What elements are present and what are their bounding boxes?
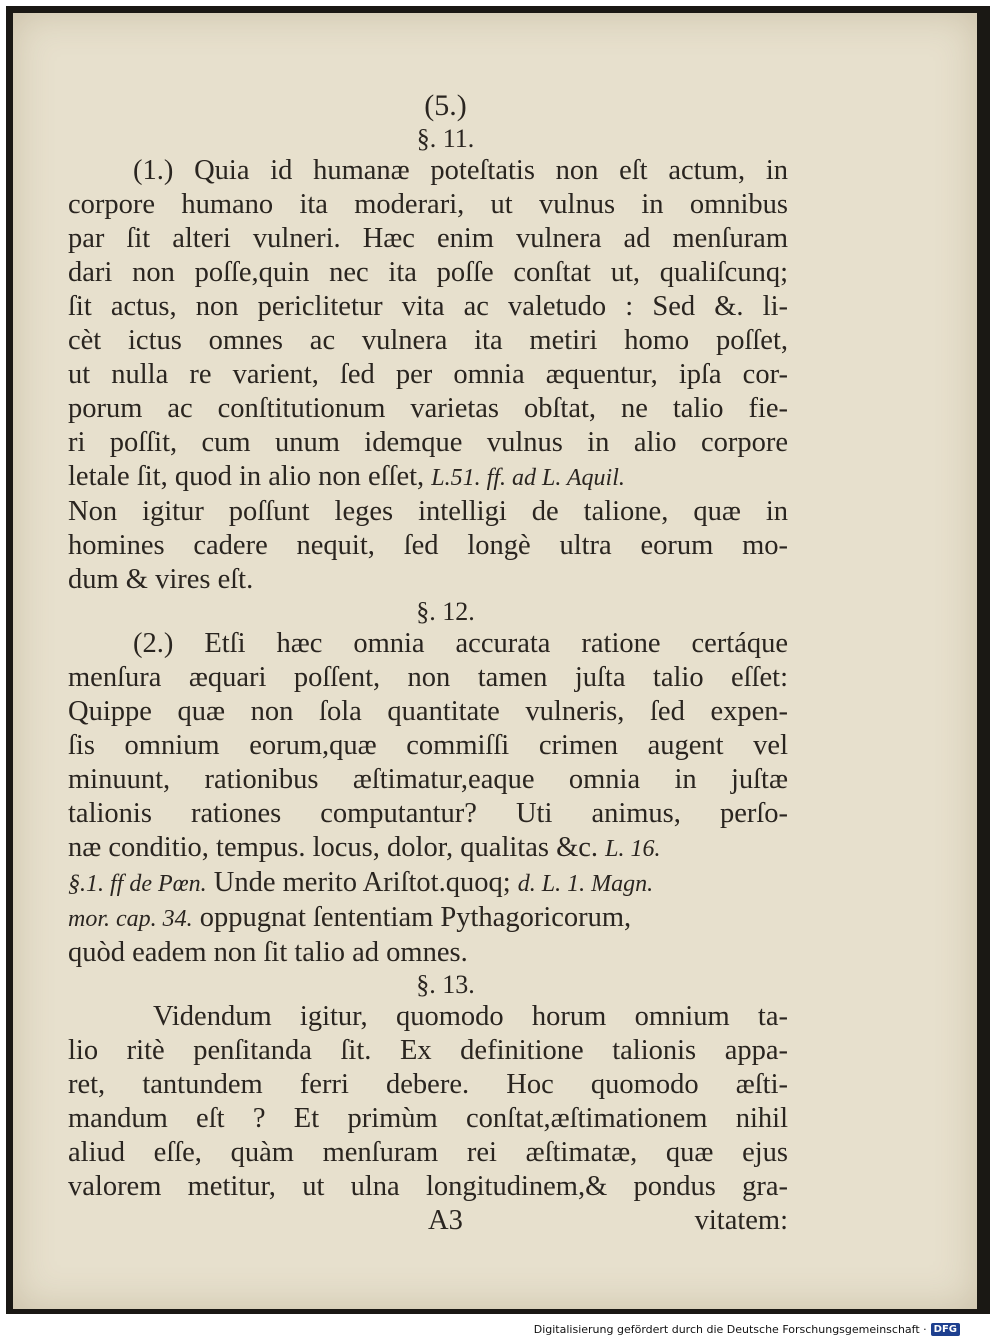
legal-citation: §.1. ff de Pœn. xyxy=(68,871,207,897)
text-fragment: letale ſit, quod in alio non eſſet, xyxy=(68,461,432,492)
text-line xyxy=(68,460,788,495)
text-line: ri poſſit, cum unum idemque vulnus in alio corpore xyxy=(68,427,788,458)
text-line: Videndum igitur, quomodo horum omnium ta- xyxy=(153,1001,788,1032)
text-line: dari non poſſe,quin nec ita poſſe conſtat ut, qualiſcunq; xyxy=(68,257,788,288)
signature-mark: A3 xyxy=(428,1205,463,1236)
legal-citation: L. 16. xyxy=(605,836,661,862)
text-line: mandum eſt ? Et primùm conſtat,æſtimationem nihil xyxy=(68,1103,788,1134)
section-heading: §. 12. xyxy=(416,597,475,626)
text-line xyxy=(68,866,788,901)
text-line: minuunt, rationibus æſtimatur,eaque omnia in juſtæ xyxy=(68,764,788,795)
text-line: homines cadere nequit, ſed longè ultra eorum mo- xyxy=(68,530,788,561)
text-line xyxy=(68,901,788,936)
text-line: ſis omnium eorum,quæ commiſſi crimen augent vel xyxy=(68,730,788,761)
text-line: cèt ictus omnes ac vulnera ita metiri homo poſſet, xyxy=(68,325,788,356)
text-fragment: Unde merito Ariſtot.quoq; xyxy=(206,867,518,898)
text-line: dum & vires eſt. xyxy=(68,564,254,595)
page-foot xyxy=(68,1204,788,1238)
text-line: par ſit alteri vulneri. Hæc enim vulnera ad menſuram xyxy=(68,223,788,254)
book-page xyxy=(13,13,977,1309)
text-line: ut nulla re varient, ſed per omnia æquentur, ipſa cor- xyxy=(68,359,788,390)
text-line: lio ritè penſitanda ſit. Ex definitione talionis appa- xyxy=(68,1035,788,1066)
text-fragment: oppugnat ſententiam Pythagoricorum, xyxy=(192,902,632,933)
text-line: Non igitur poſſunt leges intelligi de talione, quæ in xyxy=(68,496,788,527)
text-line: valorem metitur, ut ulna longitudinem,& pondus gra- xyxy=(68,1171,788,1202)
page-text xyxy=(68,88,788,1238)
text-line xyxy=(68,831,788,866)
catchword: vitatem: xyxy=(694,1205,788,1236)
legal-citation: d. L. 1. Magn. xyxy=(517,871,654,897)
section-heading: §. 11. xyxy=(416,124,475,153)
legal-citation: L.51. ff. ad L. Aquil. xyxy=(431,465,625,491)
legal-citation: mor. cap. 34. xyxy=(68,906,193,932)
text-line: quòd eadem non ſit talio ad omnes. xyxy=(68,937,468,968)
text-line: menſura æquari poſſent, non tamen juſta talio eſſet: xyxy=(68,662,788,693)
digitization-credit xyxy=(534,1323,960,1336)
credit-text: Digitalisierung gefördert durch die Deutsche Forschungsgemeinschaft · xyxy=(533,1323,927,1336)
text-line: corpore humano ita moderari, ut vulnus in omnibus xyxy=(68,189,788,220)
text-line: talionis rationes computantur? Uti animus, perſo- xyxy=(68,798,788,829)
text-fragment: næ conditio, tempus. locus, dolor, qualitas &c. xyxy=(68,832,606,863)
text-line: aliud eſſe, quàm menſuram rei æſtimatæ, quæ ejus xyxy=(68,1137,788,1168)
text-line: ſit actus, non periclitetur vita ac valetudo : Sed &. li- xyxy=(68,291,788,322)
text-line: ret, tantundem ferri debere. Hoc quomodo æſti- xyxy=(68,1069,788,1100)
text-line: porum ac conſtitutionum varietas obſtat, ne talio fie- xyxy=(68,393,788,424)
text-line: (1.) Quia id humanæ poteſtatis non eſt actum, in xyxy=(133,155,788,186)
page-number: (5.) xyxy=(424,89,467,122)
dfg-logo-icon: DFG xyxy=(931,1323,960,1336)
text-line: (2.) Etſi hæc omnia accurata ratione certáque xyxy=(133,628,788,659)
text-line: Quippe quæ non ſola quantitate vulneris, ſed expen- xyxy=(68,696,788,727)
section-heading: §. 13. xyxy=(416,970,475,999)
